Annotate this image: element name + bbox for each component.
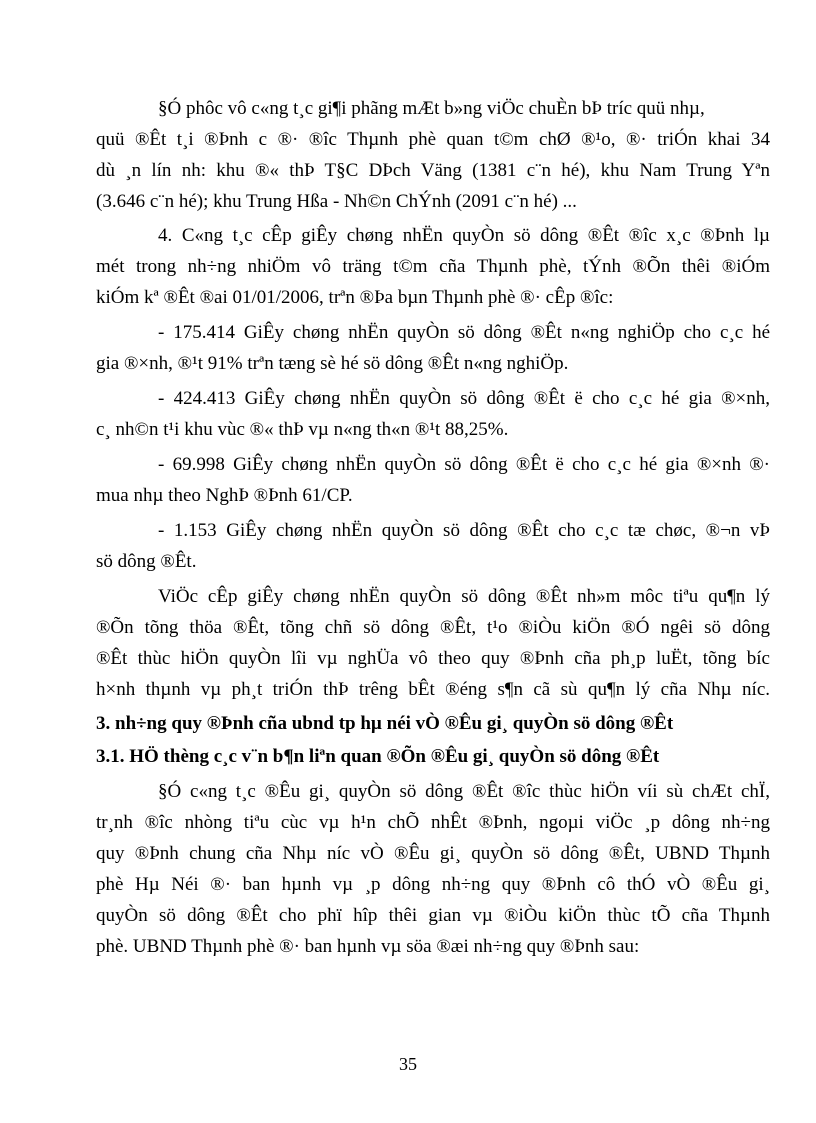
paragraph-line: - 424.413 GiÊy chøng nhËn quyÒn sö dông ®Êt ë cho c¸c hé gia ®×nh, [158, 388, 770, 409]
paragraph-line: c¸ nh©n t¹i khu vùc ®« thÞ vµ n«ng th«n ®¹t 88,25%. [96, 419, 509, 440]
paragraph-line: gia ®×nh, ®¹t 91% trªn tæng sè hé sö dông ®Êt n«ng nghiÖp. [96, 353, 569, 374]
paragraph-line: phè Hµ Néi ®· ban hµnh vµ ¸p dông nh÷ng quy ®Þnh cô thÓ vÒ ®Êu gi¸ [96, 874, 770, 895]
page-number: 35 [399, 1054, 417, 1074]
paragraph-line: kiÓm kª ®Êt ®ai 01/01/2006, trªn ®Þa bµn Thµnh phè ®· cÊp ®îc: [96, 287, 614, 308]
section-heading: 3. nh÷ng quy ®Þnh cña ubnd tp hµ néi vÒ ®Êu gi¸ quyÒn sö dông ®Êt [96, 713, 674, 734]
subsection-heading: 3.1. HÖ thèng c¸c v¨n b¶n liªn quan ®Õn ®Êu gi¸ quyÒn sö dông ®Êt [96, 746, 660, 767]
paragraph-line: (3.646 c¨n hé); khu Trung Hßa - Nh©n ChÝnh (2091 c¨n hé) ... [96, 191, 577, 212]
paragraph-line: quü ®Êt t¸i ®Þnh c ®· ®îc Thµnh phè quan t©m chØ ®¹o, ®· triÓn khai 34 [96, 129, 770, 150]
paragraph-line: - 175.414 GiÊy chøng nhËn quyÒn sö dông ®Êt n«ng nghiÖp cho c¸c hé [158, 322, 770, 343]
paragraph-line: §Ó c«ng t¸c ®Êu gi¸ quyÒn sö dông ®Êt ®îc thùc hiÖn víi sù chÆt chÏ, [158, 781, 770, 802]
paragraph-line: sö dông ®Êt. [96, 551, 197, 572]
paragraph-line: phè. UBND Thµnh phè ®· ban hµnh vµ söa ®æi nh÷ng quy ®Þnh sau: [96, 936, 640, 957]
paragraph-line: 4. C«ng t¸c cÊp giÊy chøng nhËn quyÒn sö dông ®Êt ®îc x¸c ®Þnh lµ [158, 225, 770, 246]
paragraph-line: §Ó phôc vô c«ng t¸c gi¶i phãng mÆt b»ng viÖc chuÈn bÞ tríc quü nhµ, [158, 98, 705, 119]
paragraph-line: - 1.153 GiÊy chøng nhËn quyÒn sö dông ®Êt cho c¸c tæ chøc, ®¬n vÞ [158, 520, 770, 541]
paragraph-line: tr¸nh ®îc nhòng tiªu cùc vµ h¹n chÕ nhÊt ®Þnh, ngoµi viÖc ¸p dông nh÷ng [96, 812, 770, 833]
paragraph-line: mua nhµ theo NghÞ ®Þnh 61/CP. [96, 485, 353, 506]
paragraph-line: mét trong nh÷ng nhiÖm vô träng t©m cña Thµnh phè, tÝnh ®Õn thêi ®iÓm [96, 256, 770, 277]
paragraph-line: quyÒn sö dông ®Êt cho phï hîp thêi gian vµ ®iÒu kiÖn thùc tÕ cña Thµnh [96, 905, 770, 926]
paragraph-line: - 69.998 GiÊy chøng nhËn quyÒn sö dông ®Êt ë cho c¸c hé gia ®×nh ®· [158, 454, 770, 475]
paragraph-line: ®Õn tõng thöa ®Êt, tõng chñ sö dông ®Êt, t¹o ®iÒu kiÖn ®Ó ngêi sö dông [96, 617, 770, 638]
paragraph-line: dù ¸n lín nh: khu ®« thÞ T§C DÞch Väng (1381 c¨n hé), khu Nam Trung Yªn [96, 160, 770, 181]
paragraph-line: quy ®Þnh chung cña Nhµ níc vÒ ®Êu gi¸ quyÒn sö dông ®Êt, UBND Thµnh [96, 843, 770, 864]
paragraph-line: h×nh thµnh vµ ph¸t triÓn thÞ trêng bÊt ®éng s¶n cã sù qu¶n lý cña Nhµ níc. [96, 679, 770, 700]
paragraph-line: ViÖc cÊp giÊy chøng nhËn quyÒn sö dông ®Êt nh»m môc tiªu qu¶n lý [158, 586, 770, 607]
paragraph-line: ®Êt thùc hiÖn quyÒn lîi vµ nghÜa vô theo quy ®Þnh cña ph¸p luËt, tõng bíc [96, 648, 770, 669]
